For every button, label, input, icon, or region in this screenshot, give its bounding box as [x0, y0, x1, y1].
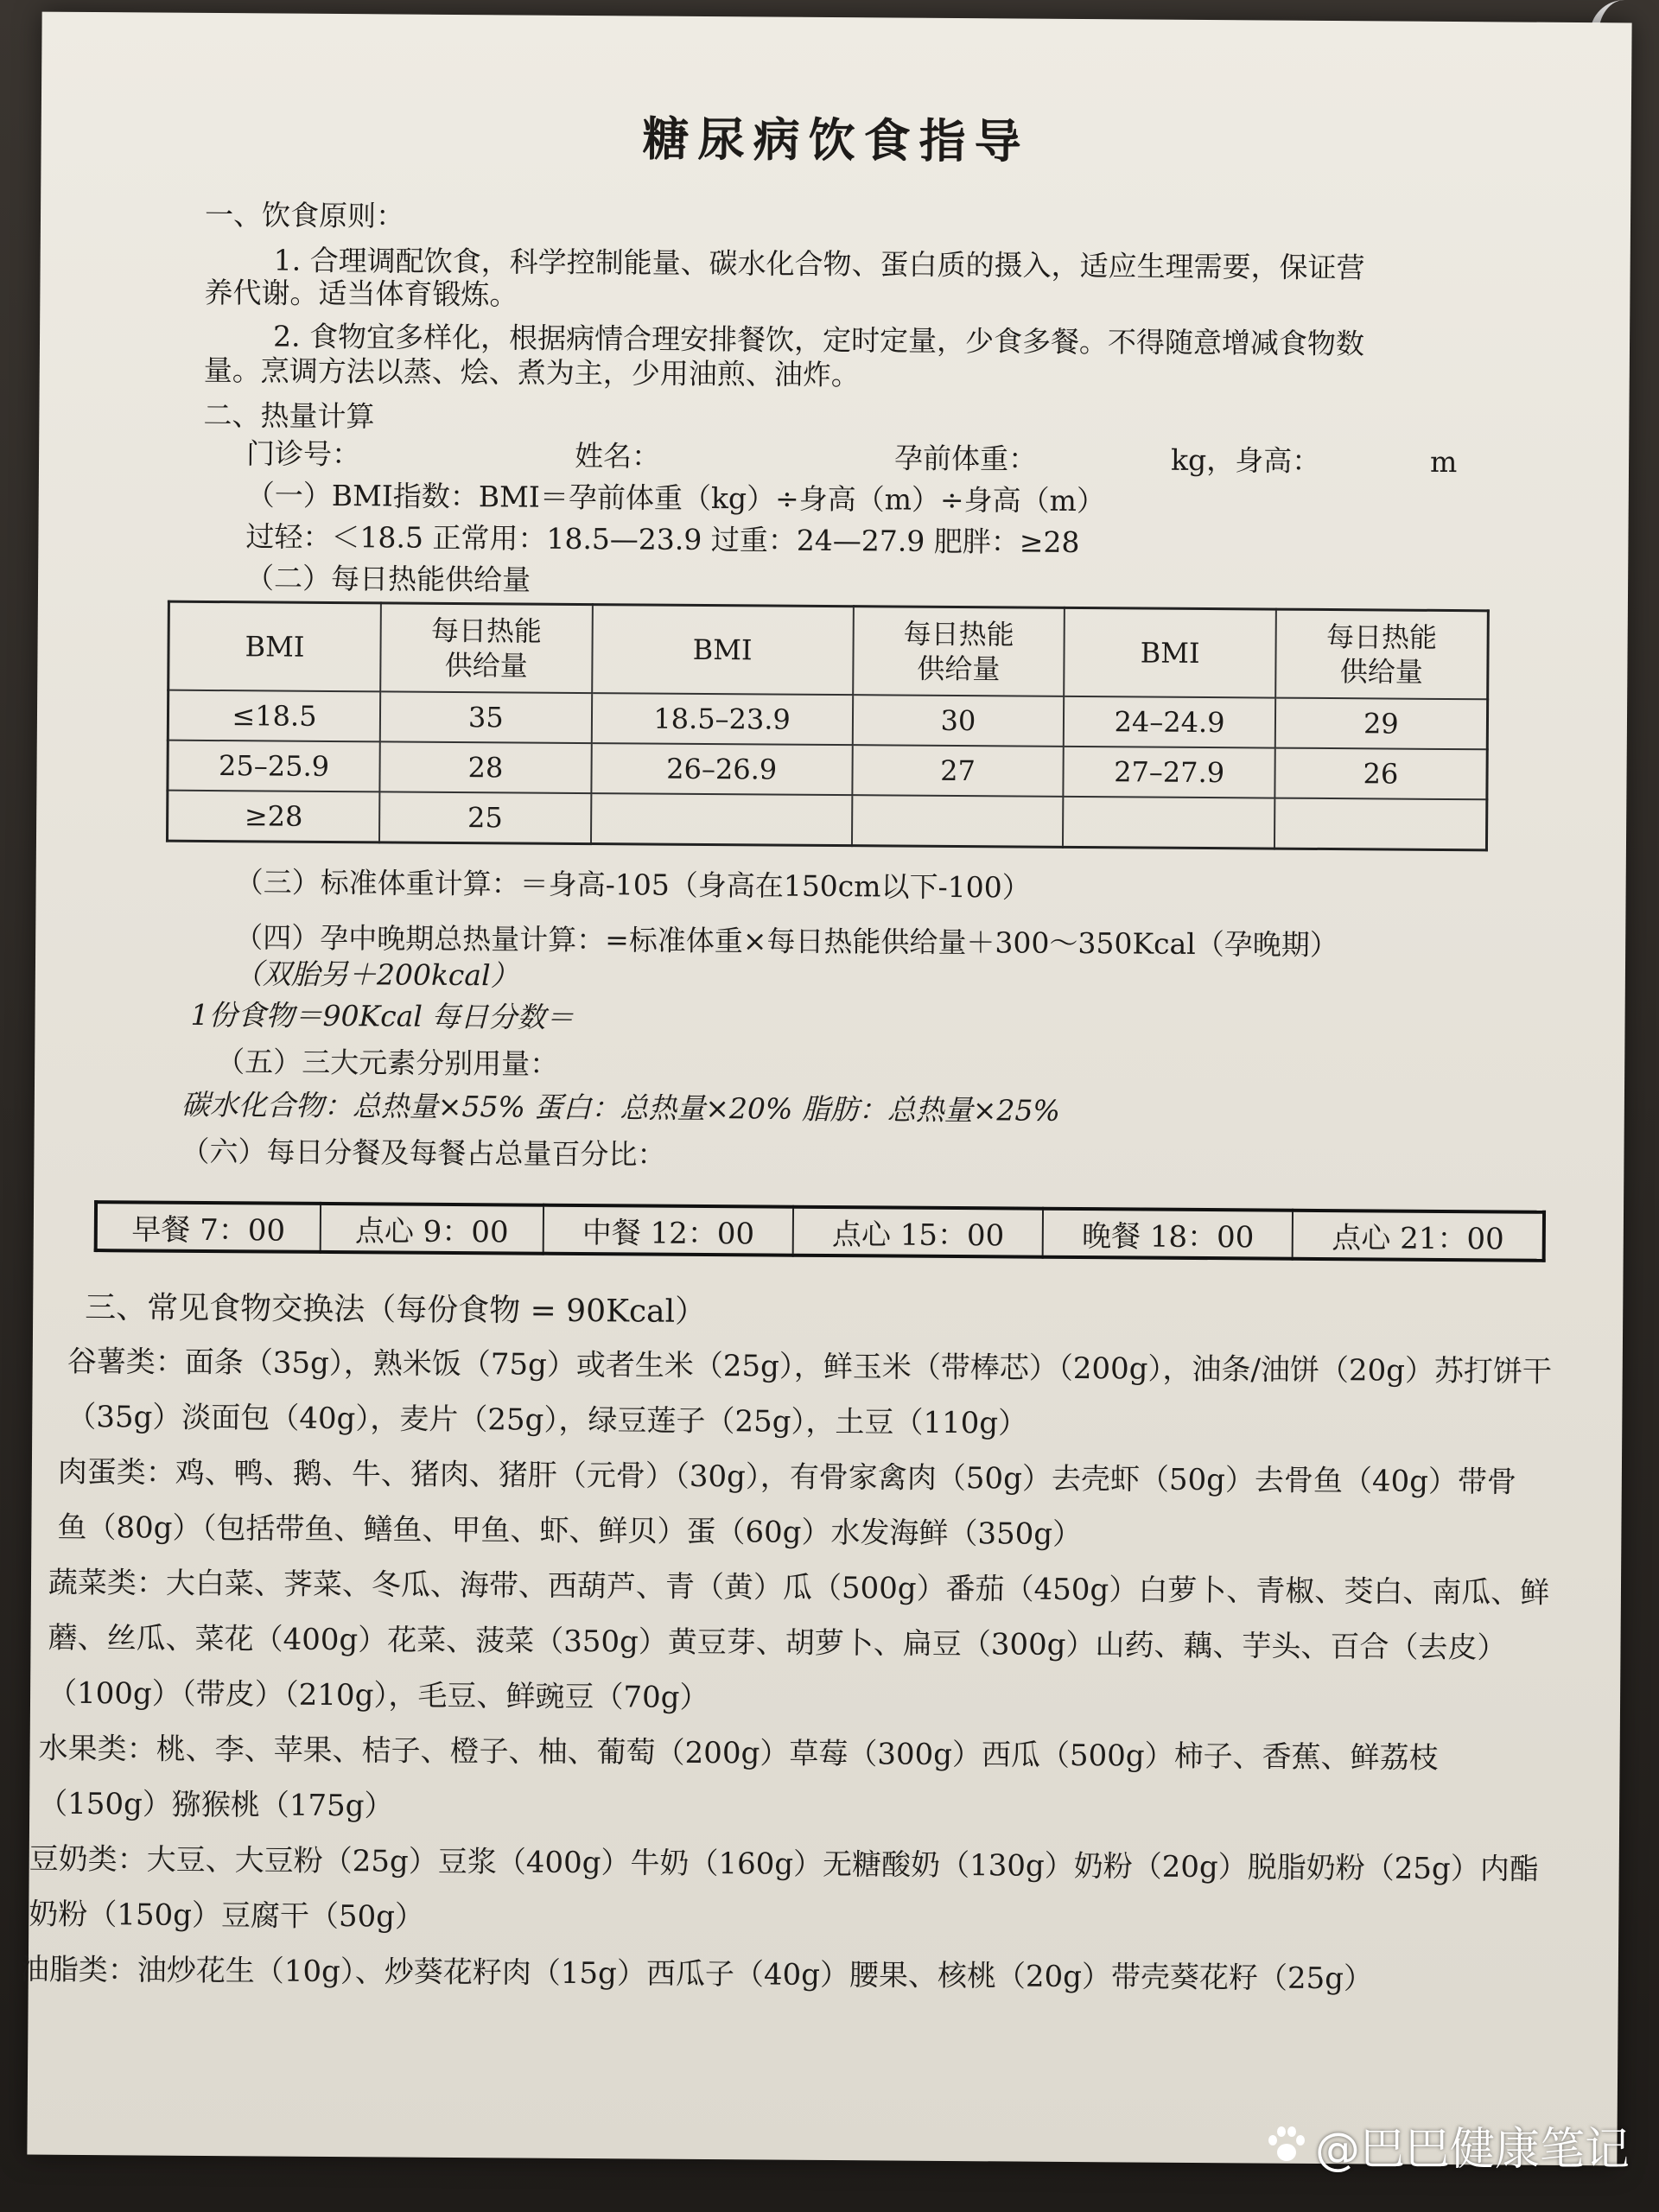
table-cell: 28 — [379, 741, 591, 793]
meal-schedule-table — [94, 1200, 1546, 1262]
header-bmi: BMI — [1064, 607, 1275, 697]
field-pre-pregnancy-weight: 孕前体重： — [893, 441, 1038, 476]
paw-icon — [1265, 2125, 1306, 2166]
table-cell: 25 — [379, 791, 591, 843]
food-soy-dairy: 豆奶类：大豆、大豆粉（25g）豆浆（400g）牛奶（160g）无糖酸奶（130g）奶粉（20g）脱脂奶粉（25g）内酯奶粉（150g）豆腐干（50g） — [29, 1841, 1539, 1935]
table-cell: 25–25.9 — [168, 741, 380, 792]
page-title: 糖尿病饮食指导 — [642, 111, 1030, 169]
header-supply: 每日热能 供给量 — [380, 603, 592, 693]
table-cell — [852, 795, 1064, 847]
meal-snack-evening: 点心 21：00 — [1293, 1211, 1544, 1261]
meal-snack-afternoon: 点心 15：00 — [793, 1207, 1043, 1257]
bmi-energy-table — [166, 601, 1490, 852]
food-grains: 谷薯类：面条（35g），熟米饭（75g）或者生米（25g），鲜玉米（带棒芯）（200g），油条/油饼（20g）苏打饼干（35g）淡面包（40g），麦片（25g），绿豆莲子（25g），土豆（110g） — [67, 1344, 1553, 1441]
section-2-heading: 二、热量计算 — [203, 397, 375, 434]
food-oils-fats: 油脂类：油炒花生（10g）、炒葵花籽肉（15g）西瓜子（40g）腰果、核桃（20g）带壳葵花籽（25g） — [19, 1952, 1374, 1997]
watermark-text: @巴巴健康笔记 — [1314, 2124, 1630, 2176]
table-cell: 24–24.9 — [1064, 696, 1275, 748]
bmi-ranges: 过轻：＜18.5 正常用：18.5—23.9 过重：24—27.9 肥胖：≥28 — [245, 519, 1080, 560]
header-bmi: BMI — [592, 605, 854, 696]
table-row — [168, 741, 1487, 800]
table-cell: 26 — [1274, 748, 1487, 800]
table-cell: ≤18.5 — [168, 690, 380, 742]
table-cell: 29 — [1275, 698, 1488, 750]
field-height-unit: m — [1429, 444, 1458, 480]
meals-heading: （六）每日分餐及每餐占总量百分比： — [181, 1134, 666, 1172]
table-cell: 27–27.9 — [1064, 747, 1275, 798]
total-heat-formula: （四）孕中晚期总热量计算：=标准体重×每日热能供给量＋300～350Kcal（孕晚期） — [234, 920, 1338, 963]
header-supply: 每日热能 供给量 — [853, 607, 1065, 696]
table-cell: 27 — [852, 745, 1064, 797]
field-name: 姓名： — [574, 438, 661, 474]
meal-lunch: 中餐 12：00 — [543, 1205, 793, 1255]
watermark — [1265, 2113, 1630, 2177]
principle-1-line-1: 1. 合理调配饮食，科学控制能量、碳水化合物、蛋白质的摄入，适应生理需要，保证营 — [273, 243, 1365, 285]
table-cell: 30 — [852, 695, 1064, 747]
table-cell: 35 — [380, 691, 592, 743]
macro-heading: （五）三大元素分别用量： — [216, 1045, 559, 1081]
food-fruits: 水果类：桃、李、苹果、桔子、橙子、柚、葡萄（200g）草莓（300g）西瓜（500g）柿子、香蕉、鲜荔枝（150g）猕猴桃（175g） — [38, 1731, 1439, 1824]
portion-note: 1份食物＝90Kcal 每日分数＝ — [190, 997, 575, 1034]
principle-2-line-1: 2. 食物宜多样化，根据病情合理安排餐饮，定时定量，少食多餐。不得随意增减食物数 — [272, 319, 1365, 361]
meal-dinner: 晚餐 18：00 — [1043, 1209, 1293, 1259]
food-vegetables: 蔬菜类：大白菜、荠菜、冬瓜、海带、西葫芦、青（黄）瓜（500g）番茄（450g）白萝卜、青椒、茭白、南瓜、鲜蘑、丝瓜、菜花（400g）花菜、菠菜（350g）黄豆芽、胡萝卜、扁豆（300g）山药、藕、芋头、百合（去皮）（100g）（带皮）（210g），毛豆、鲜豌豆（70g） — [47, 1565, 1550, 1716]
paper-sheet — [19, 12, 1631, 2166]
meal-snack-morning: 点心 9：00 — [320, 1204, 543, 1254]
section-3-heading: 三、常见食物交换法（每份食物 = 90Kcal） — [85, 1289, 707, 1331]
table-cell — [591, 793, 852, 846]
field-clinic-number: 门诊号： — [245, 436, 361, 472]
meal-row — [96, 1202, 1544, 1261]
standard-weight-formula: （三）标准体重计算：＝身高-105（身高在150cm以下-100） — [234, 865, 1031, 905]
header-bmi: BMI — [168, 601, 381, 691]
principle-2-line-2: 量。烹调方法以蒸、烩、煮为主，少用油煎、油炸。 — [203, 353, 860, 392]
field-height: kg，身高： — [1170, 442, 1321, 478]
meal-breakfast: 早餐 7：00 — [96, 1202, 321, 1252]
food-meat-eggs: 肉蛋类：鸡、鸭、鹅、牛、猪肉、猪肝（元骨）（30g），有骨家禽肉（50g）去壳虾（50g）去骨鱼（40g）带骨鱼（80g）（包括带鱼、鳝鱼、甲鱼、虾、鲜贝）蛋（60g）水发海鲜（350g） — [57, 1454, 1517, 1553]
header-supply: 每日热能 供给量 — [1275, 609, 1488, 699]
table-cell: ≥28 — [167, 791, 379, 842]
table-row — [167, 791, 1486, 850]
daily-energy-heading: （二）每日热能供给量 — [245, 561, 531, 597]
bmi-formula: （一）BMI指数：BMI＝孕前体重（kg）÷身高（m）÷身高（m） — [245, 478, 1106, 518]
section-1-heading: 一、饮食原则： — [204, 197, 405, 233]
table-cell: 26–26.9 — [591, 743, 852, 795]
twins-note: （双胎另＋200kcal） — [233, 957, 519, 993]
table-header-row — [168, 601, 1489, 699]
table-cell: 18.5–23.9 — [591, 693, 852, 745]
principle-1-line-2: 养代谢。适当体育锻炼。 — [204, 275, 518, 312]
macro-ratios: 碳水化合物：总热量×55% 蛋白：总热量×20% 脂肪：总热量×25% — [181, 1087, 1060, 1128]
table-cell — [1274, 798, 1487, 850]
table-row — [168, 690, 1487, 750]
table-cell — [1063, 797, 1274, 849]
